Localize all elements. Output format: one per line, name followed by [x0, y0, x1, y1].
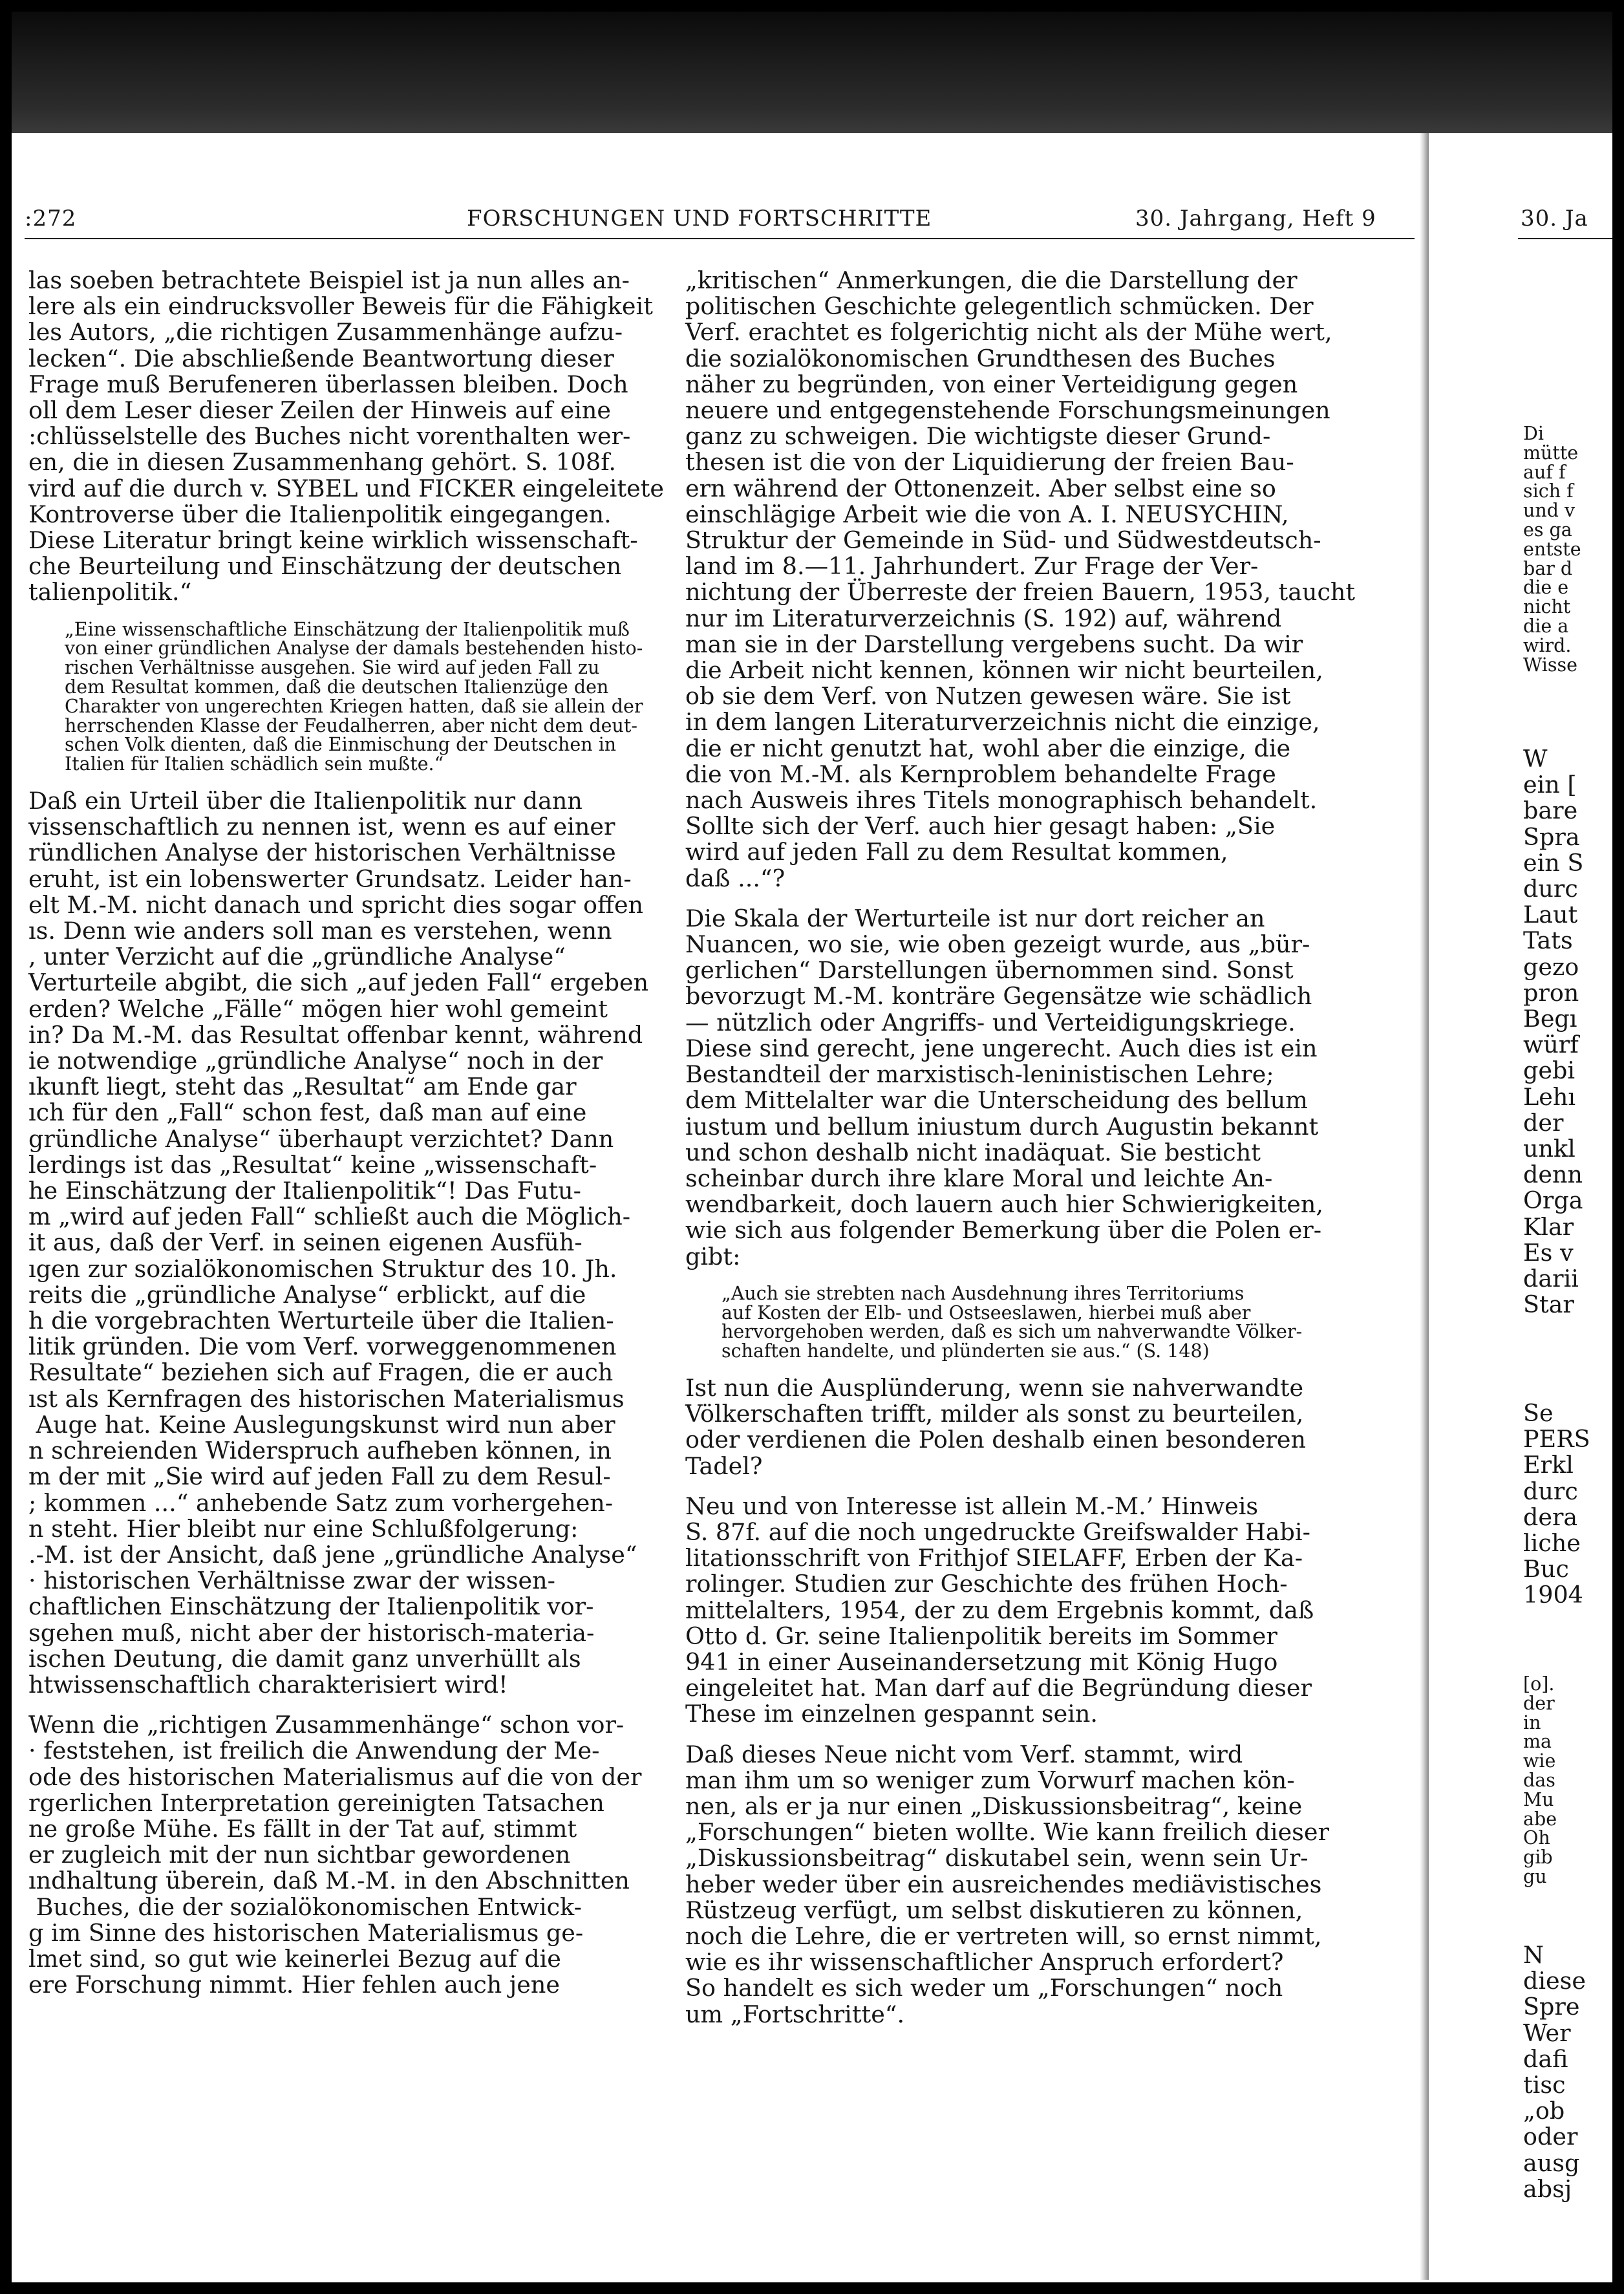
- text-line: Spra: [1523, 822, 1580, 851]
- text-line: scheinbar durch ihre klare Moral und leichte An-: [685, 1164, 1273, 1192]
- text-line: Tats: [1523, 927, 1573, 955]
- text-line: bar d: [1523, 557, 1573, 579]
- text-line: die e: [1523, 577, 1569, 599]
- text-line: nichtung der Überreste der freien Bauern, 1953, taucht: [685, 578, 1356, 606]
- text-line: absj: [1523, 2174, 1572, 2203]
- text-line: von einer gründlichen Analyse der damals bestehenden histo-: [65, 638, 643, 659]
- text-line: it aus, daß der Verf. in seinen eigenen Ausfüh-: [28, 1228, 582, 1257]
- text-line: Rüstzeug verfügt, um selbst diskutieren zu können,: [685, 1896, 1303, 1924]
- text-line: ein S: [1523, 848, 1584, 877]
- scanner-dark-band: [12, 12, 1612, 133]
- text-line: ein [: [1523, 771, 1577, 799]
- text-line: Wisse: [1523, 654, 1578, 676]
- text-line: mittelalters, 1954, der zu dem Ergebnis kommt, daß: [685, 1596, 1314, 1624]
- text-line: — nützlich oder Angriffs- und Verteidigungskriege.: [685, 1008, 1296, 1036]
- text-line: liche: [1523, 1529, 1581, 1558]
- text-line: Mu: [1523, 1788, 1554, 1810]
- text-line: vissenschaftlich zu nennen ist, wenn es auf einer: [28, 813, 615, 841]
- text-line: gibt:: [685, 1242, 741, 1270]
- paragraph-gap: [685, 892, 1416, 906]
- paragraph-gap: [28, 1698, 681, 1712]
- text-line: Buches, die der sozialökonomischen Entwick-: [28, 1892, 582, 1921]
- paragraph-gap: [28, 774, 681, 788]
- text-line: , unter Verzicht auf die „gründliche Analyse“: [28, 943, 566, 971]
- text-line: Tadel?: [685, 1452, 763, 1480]
- text-line: ausg: [1523, 2149, 1580, 2177]
- text-line: dera: [1523, 1503, 1578, 1531]
- text-line: abe: [1523, 1808, 1557, 1830]
- text-line: Diese Literatur bringt keine wirklich wissenschaft-: [28, 526, 638, 555]
- paragraph-gap: [685, 1728, 1416, 1742]
- text-line: würf: [1523, 1031, 1579, 1059]
- text-line: „Diskussionsbeitrag“ diskutabel sein, wenn sein Ur-: [685, 1844, 1309, 1872]
- text-line: ıkunft liegt, steht das „Resultat“ am Ende gar: [28, 1073, 577, 1101]
- text-line: diese: [1523, 1967, 1586, 1995]
- text-line: gib: [1523, 1847, 1553, 1869]
- text-line: nur im Literaturverzeichnis (S. 192) auf, während: [685, 604, 1282, 632]
- text-line: Begı: [1523, 1005, 1577, 1033]
- text-line: einschlägige Arbeit wie die von A. I. NEUSYCHIN,: [685, 500, 1289, 528]
- text-line: Neu und von Interesse ist allein M.-M.’ Hinweis: [685, 1492, 1259, 1520]
- text-line: ne große Mühe. Es fällt in der Tat auf, stimmt: [28, 1814, 577, 1843]
- text-line: die a: [1523, 615, 1569, 637]
- text-line: litationsschrift von Frithjof SIELAFF, Erben der Ka-: [685, 1544, 1303, 1572]
- text-line: Wenn die „richtigen Zusammenhänge“ schon vor-: [28, 1711, 625, 1739]
- text-line: :chlüsselstelle des Buches nicht vorenthalten wer-: [28, 422, 631, 451]
- paragraph: [28, 268, 681, 606]
- paragraph: [28, 788, 681, 1698]
- text-line: Star: [1523, 1291, 1574, 1319]
- text-line: man ihm um so weniger zum Vorwurf machen kön-: [685, 1766, 1295, 1794]
- text-line: lerdings ist das „Resultat“ keine „wissenschaft-: [28, 1150, 597, 1179]
- text-line: · feststehen, ist freilich die Anwendung der Me-: [28, 1737, 600, 1765]
- next-page-fragment: [1523, 424, 1614, 674]
- text-line: ern während der Ottonenzeit. Aber selbst eine so: [685, 474, 1276, 502]
- text-line: und v: [1523, 500, 1576, 522]
- text-line: Nuancen, wo sie, wie oben gezeigt wurde, aus „bür-: [685, 930, 1310, 959]
- text-line: Laut: [1523, 901, 1578, 929]
- text-line: ıch für den „Fall“ schon fest, daß man auf eine: [28, 1099, 587, 1127]
- text-line: nach Ausweis ihres Titels monographisch behandelt.: [685, 786, 1318, 815]
- text-line: hervorgehoben werden, daß es sich um nahverwandte Völker-: [721, 1321, 1303, 1343]
- text-line: die von M.-M. als Kernproblem behandelte Frage: [685, 760, 1276, 788]
- text-line: denn: [1523, 1161, 1583, 1189]
- text-line: [o].: [1523, 1673, 1555, 1695]
- text-line: oder: [1523, 2123, 1578, 2151]
- text-line: Die Skala der Werturteile ist nur dort reicher an: [685, 904, 1265, 932]
- text-line: „Eine wissenschaftliche Einschätzung der Italienpolitik muß: [65, 618, 630, 640]
- text-line: m „wird auf jeden Fall“ schließt auch die Möglich-: [28, 1203, 631, 1231]
- text-line: chaftlichen Einschätzung der Italienpolitik vor-: [28, 1592, 594, 1621]
- text-line: entste: [1523, 538, 1581, 560]
- block-quote: [28, 620, 681, 774]
- text-line: es ga: [1523, 519, 1572, 541]
- text-line: darii: [1523, 1265, 1579, 1293]
- text-line: lmet sind, so gut wie keinerlei Bezug auf die: [28, 1944, 561, 1973]
- text-line: Ist nun die Ausplünderung, wenn sie nahverwandte: [685, 1373, 1304, 1402]
- text-line: herrschenden Klasse der Feudalherren, aber nicht dem deut-: [65, 714, 637, 736]
- text-line: schen Volk dienten, daß die Einmischung der Deutschen in: [65, 734, 617, 756]
- text-line: elt M.-M. nicht danach und spricht dies sogar offen: [28, 890, 644, 919]
- text-line: h die vorgebrachten Werturteile über die Italien-: [28, 1307, 614, 1335]
- text-line: Sollte sich der Verf. auch hier gesagt haben: „Sie: [685, 812, 1276, 841]
- text-line: Orga: [1523, 1186, 1583, 1215]
- text-line: das: [1523, 1769, 1555, 1791]
- text-line: W: [1523, 745, 1548, 773]
- text-line: ıgen zur sozialökonomischen Struktur des 10. Jh.: [28, 1254, 617, 1283]
- text-line: N: [1523, 1941, 1544, 1969]
- paragraph: [685, 1494, 1416, 1728]
- text-line: „ob: [1523, 2097, 1565, 2125]
- next-page-issue-label: 30. Ja: [1521, 206, 1588, 231]
- text-line: en, die in diesen Zusammenhang gehört. S. 108f.: [28, 448, 617, 477]
- text-line: These im einzelnen gespannt sein.: [685, 1700, 1098, 1728]
- text-line: Resultate“ beziehen sich auf Fragen, die er auch: [28, 1358, 614, 1387]
- text-line: Diese sind gerecht, jene ungerecht. Auch dies ist ein: [685, 1034, 1318, 1062]
- text-line: bevorzugt M.-M. konträre Gegensätze wie schädlich: [685, 982, 1312, 1011]
- text-line: vird auf die durch v. SYBEL und FICKER eingeleitete: [28, 474, 664, 502]
- text-line: er zugleich mit der nun sichtbar gewordenen: [28, 1841, 571, 1869]
- text-line: der: [1523, 1108, 1564, 1137]
- text-line: Wer: [1523, 2019, 1571, 2047]
- text-line: S. 87f. auf die noch ungedruckte Greifswalder Habi-: [685, 1517, 1310, 1546]
- text-line: man sie in der Darstellung vergebens sucht. Da wir: [685, 630, 1303, 658]
- text-line: wird auf jeden Fall zu dem Resultat kommen,: [685, 838, 1228, 866]
- text-line: die sozialökonomischen Grundthesen des Buches: [685, 344, 1276, 372]
- paragraph: [28, 1712, 681, 1998]
- paragraph: [685, 906, 1416, 1270]
- text-line: litik gründen. Die vom Verf. vorweggenommenen: [28, 1333, 617, 1361]
- text-line: iustum und bellum iniustum durch Augustin bekannt: [685, 1112, 1319, 1141]
- text-line: „kritischen“ Anmerkungen, die die Darstellung der: [685, 266, 1298, 294]
- text-line: ob sie dem Verf. von Nutzen gewesen wäre. Sie ist: [685, 682, 1291, 711]
- text-line: wie sich aus folgender Bemerkung über die Polen er-: [685, 1216, 1322, 1245]
- page-number: :272: [25, 206, 77, 231]
- text-line: Verf. erachtet es folgerichtig nicht als der Mühe wert,: [685, 318, 1332, 347]
- text-line: neuere und entgegenstehende Forschungsmeinungen: [685, 396, 1330, 425]
- text-line: heber weder über ein ausreichendes mediävistisches: [685, 1870, 1322, 1898]
- text-line: auf Kosten der Elb- und Ostseeslawen, hierbei muß aber: [721, 1302, 1251, 1324]
- text-line: dem Resultat kommen, daß die deutschen Italienzüge den: [65, 676, 609, 698]
- right-column: [685, 268, 1416, 2028]
- text-line: .-M. ist der Ansicht, daß jene „gründliche Analyse“: [28, 1540, 637, 1569]
- next-page-fragment: [1523, 1675, 1614, 1887]
- text-line: n steht. Hier bleibt nur eine Schlußfolgerung:: [28, 1514, 579, 1543]
- next-page-fragment: [1523, 746, 1614, 1318]
- text-line: Daß ein Urteil über die Italienpolitik nur dann: [28, 787, 582, 815]
- text-line: ; kommen ...“ anhebende Satz zum vorhergehen-: [28, 1488, 614, 1517]
- left-column: [28, 268, 681, 1998]
- text-line: durc: [1523, 1477, 1578, 1505]
- text-line: rolinger. Studien zur Geschichte des frühen Hoch-: [685, 1570, 1288, 1598]
- text-line: g im Sinne des historischen Materialismus ge-: [28, 1918, 584, 1947]
- text-line: ma: [1523, 1731, 1552, 1753]
- text-line: land im 8.—11. Jahrhundert. Zur Frage der Ver-: [685, 552, 1259, 581]
- text-line: der: [1523, 1692, 1555, 1714]
- text-line: Otto d. Gr. seine Italienpolitik bereits im Sommer: [685, 1622, 1277, 1650]
- text-line: um „Fortschritte“.: [685, 2000, 905, 2028]
- text-line: schaften handelte, und plünderten sie aus.“ (S. 148): [721, 1340, 1210, 1362]
- text-line: Kontroverse über die Italienpolitik eingegangen.: [28, 500, 612, 528]
- text-line: ode des historischen Materialismus auf die von der: [28, 1763, 642, 1791]
- text-line: gezo: [1523, 952, 1579, 981]
- text-line: in: [1523, 1711, 1541, 1733]
- paragraph-gap: [685, 1479, 1416, 1494]
- text-line: wendbarkeit, doch lauern auch hier Schwierigkeiten,: [685, 1190, 1323, 1219]
- text-line: wie: [1523, 1750, 1556, 1772]
- paragraph-gap: [685, 1361, 1416, 1375]
- issue-label: 30. Jahrgang, Heft 9: [1135, 206, 1376, 231]
- paragraph: [685, 1375, 1416, 1479]
- text-line: „Forschungen“ bieten wollte. Wie kann freilich dieser: [685, 1818, 1329, 1847]
- text-line: und schon deshalb nicht inadäquat. Sie besticht: [685, 1138, 1261, 1166]
- text-line: näher zu begründen, von einer Verteidigung gegen: [685, 370, 1298, 398]
- text-line: ıs. Denn wie anders soll man es verstehen, wenn: [28, 917, 612, 945]
- text-line: he Einschätzung der Italienpolitik“! Das Futu-: [28, 1177, 581, 1205]
- text-line: 941 in einer Auseinandersetzung mit König Hugo: [685, 1647, 1278, 1676]
- text-line: mütte: [1523, 442, 1579, 464]
- text-line: Völkerschaften trifft, milder als sonst zu beurteilen,: [685, 1400, 1304, 1428]
- text-line: tisc: [1523, 2071, 1566, 2099]
- text-line: Es v: [1523, 1238, 1574, 1267]
- text-line: gu: [1523, 1865, 1547, 1887]
- text-line: che Beurteilung und Einschätzung der deutschen: [28, 552, 622, 581]
- text-line: eruht, ist ein lobenswerter Grundsatz. Leider han-: [28, 864, 632, 893]
- text-line: pron: [1523, 978, 1579, 1007]
- text-line: auf f: [1523, 461, 1566, 483]
- text-line: oder verdienen die Polen deshalb einen besonderen: [685, 1426, 1306, 1454]
- text-line: dafi: [1523, 2044, 1568, 2073]
- text-line: die er nicht genutzt hat, wohl aber die einzige, die: [685, 734, 1291, 762]
- text-line: · historischen Verhältnisse zwar der wissen-: [28, 1567, 555, 1595]
- text-line: Daß dieses Neue nicht vom Verf. stammt, wird: [685, 1740, 1243, 1768]
- text-line: thesen ist die von der Liquidierung der freien Bau-: [685, 448, 1294, 477]
- text-line: ganz zu schweigen. Die wichtigste dieser Grund-: [685, 422, 1271, 451]
- text-line: bare: [1523, 797, 1578, 825]
- text-line: Di: [1523, 423, 1544, 444]
- text-line: gründliche Analyse“ überhaupt verzichtet? Dann: [28, 1124, 614, 1153]
- text-line: Lehı: [1523, 1082, 1576, 1111]
- text-line: 1904: [1523, 1581, 1583, 1609]
- text-line: Italien für Italien schädlich sein mußte.“: [65, 753, 444, 775]
- next-page-fragment: [1523, 1942, 1614, 2202]
- text-line: ere Forschung nimmt. Hier fehlen auch jene: [28, 1971, 560, 1999]
- text-line: gerlichen“ Darstellungen übernommen sind. Sonst: [685, 956, 1294, 985]
- text-line: „Auch sie strebten nach Ausdehnung ihres Territoriums: [721, 1282, 1245, 1304]
- paragraph-gap: [28, 606, 681, 620]
- text-line: talienpolitik.“: [28, 578, 192, 606]
- text-line: n schreienden Widerspruch aufheben können, in: [28, 1437, 612, 1465]
- text-line: ie notwendige „gründliche Analyse“ noch in der: [28, 1047, 603, 1075]
- text-line: die Arbeit nicht kennen, können wir nicht beurteilen,: [685, 656, 1323, 685]
- text-line: So handelt es sich weder um „Forschungen“ noch: [685, 1974, 1283, 2002]
- next-page-header-rule: [1518, 238, 1612, 239]
- text-line: Charakter von ungerechten Kriegen hatten, daß sie allein der: [65, 695, 643, 717]
- text-line: Erkl: [1523, 1451, 1574, 1479]
- journal-title: FORSCHUNGEN UND FORTSCHRITTE: [467, 206, 932, 231]
- text-line: Struktur der Gemeinde in Süd- und Südwestdeutsch-: [685, 526, 1321, 555]
- text-line: nen, als er ja nur einen „Diskussionsbeitrag“, keine: [685, 1792, 1303, 1820]
- text-line: ıst als Kernfragen des historischen Materialismus: [28, 1384, 625, 1413]
- text-line: Oh: [1523, 1827, 1550, 1849]
- text-line: in dem langen Literaturverzeichnis nicht die einzige,: [685, 708, 1320, 736]
- text-line: ındhaltung überein, daß M.-M. in den Abschnitten: [28, 1867, 630, 1895]
- text-line: wie es ihr wissenschaftlicher Anspruch erfordert?: [685, 1948, 1284, 1977]
- paragraph: [685, 268, 1416, 892]
- paragraph-gap: [685, 1270, 1416, 1284]
- text-line: las soeben betrachtete Beispiel ist ja nun alles an-: [28, 266, 630, 294]
- text-line: in? Da M.-M. das Resultat offenbar kennt, während: [28, 1020, 643, 1049]
- text-line: htwissenschaftlich charakterisiert wird!: [28, 1670, 508, 1699]
- text-line: Bestandteil der marxistisch-leninistischen Lehre;: [685, 1060, 1274, 1089]
- text-line: sgehen muß, nicht aber der historisch-materia-: [28, 1618, 595, 1647]
- text-line: eingeleitet hat. Man darf auf die Begründung dieser: [685, 1674, 1312, 1702]
- text-line: politischen Geschichte gelegentlich schmücken. Der: [685, 292, 1314, 321]
- text-line: lecken“. Die abschließende Beantwortung dieser: [28, 344, 614, 372]
- text-line: Verturteile abgibt, die sich „auf jeden Fall“ ergeben: [28, 969, 649, 997]
- text-line: gebi: [1523, 1056, 1576, 1085]
- next-page-fragment: [1523, 1400, 1614, 1609]
- text-line: reits die „gründliche Analyse“ erblickt, auf die: [28, 1280, 586, 1309]
- text-line: ründlichen Analyse der historischen Verhältnisse: [28, 839, 616, 867]
- text-line: wird.: [1523, 634, 1572, 656]
- text-line: Spre: [1523, 1993, 1580, 2021]
- text-line: nicht: [1523, 596, 1571, 618]
- text-line: rgerlichen Interpretation gereinigten Tatsachen: [28, 1788, 604, 1817]
- text-line: ischen Deutung, die damit ganz unverhüllt als: [28, 1644, 581, 1673]
- text-line: PERS: [1523, 1425, 1590, 1453]
- text-line: erden? Welche „Fälle“ mögen hier wohl gemeint: [28, 994, 608, 1023]
- page-fold-edge: [1420, 133, 1429, 2280]
- header-rule: [25, 238, 1415, 239]
- text-line: daß ...“?: [685, 864, 785, 892]
- text-line: Buc: [1523, 1555, 1569, 1583]
- text-line: m der mit „Sie wird auf jeden Fall zu dem Resul-: [28, 1463, 611, 1491]
- paragraph: [685, 1742, 1416, 2028]
- text-line: Auge hat. Keine Auslegungskunst wird nun aber: [28, 1410, 615, 1439]
- text-line: sich f: [1523, 480, 1574, 502]
- text-line: Se: [1523, 1399, 1554, 1427]
- text-line: noch die Lehre, die er vertreten will, so ernst nimmt,: [685, 1922, 1322, 1950]
- block-quote: [685, 1284, 1416, 1361]
- text-line: oll dem Leser dieser Zeilen der Hinweis auf eine: [28, 396, 612, 425]
- text-line: les Autors, „die richtigen Zusammenhänge aufzu-: [28, 318, 623, 347]
- text-line: rischen Verhältnisse ausgehen. Sie wird auf jeden Fall zu: [65, 657, 600, 679]
- text-line: Frage muß Berufeneren überlassen bleiben. Doch: [28, 370, 628, 398]
- text-line: durc: [1523, 875, 1578, 903]
- text-line: dem Mittelalter war die Unterscheidung des bellum: [685, 1086, 1308, 1115]
- text-line: lere als ein eindrucksvoller Beweis für die Fähigkeit: [28, 292, 653, 321]
- text-line: Klar: [1523, 1212, 1574, 1241]
- text-line: unkl: [1523, 1135, 1576, 1163]
